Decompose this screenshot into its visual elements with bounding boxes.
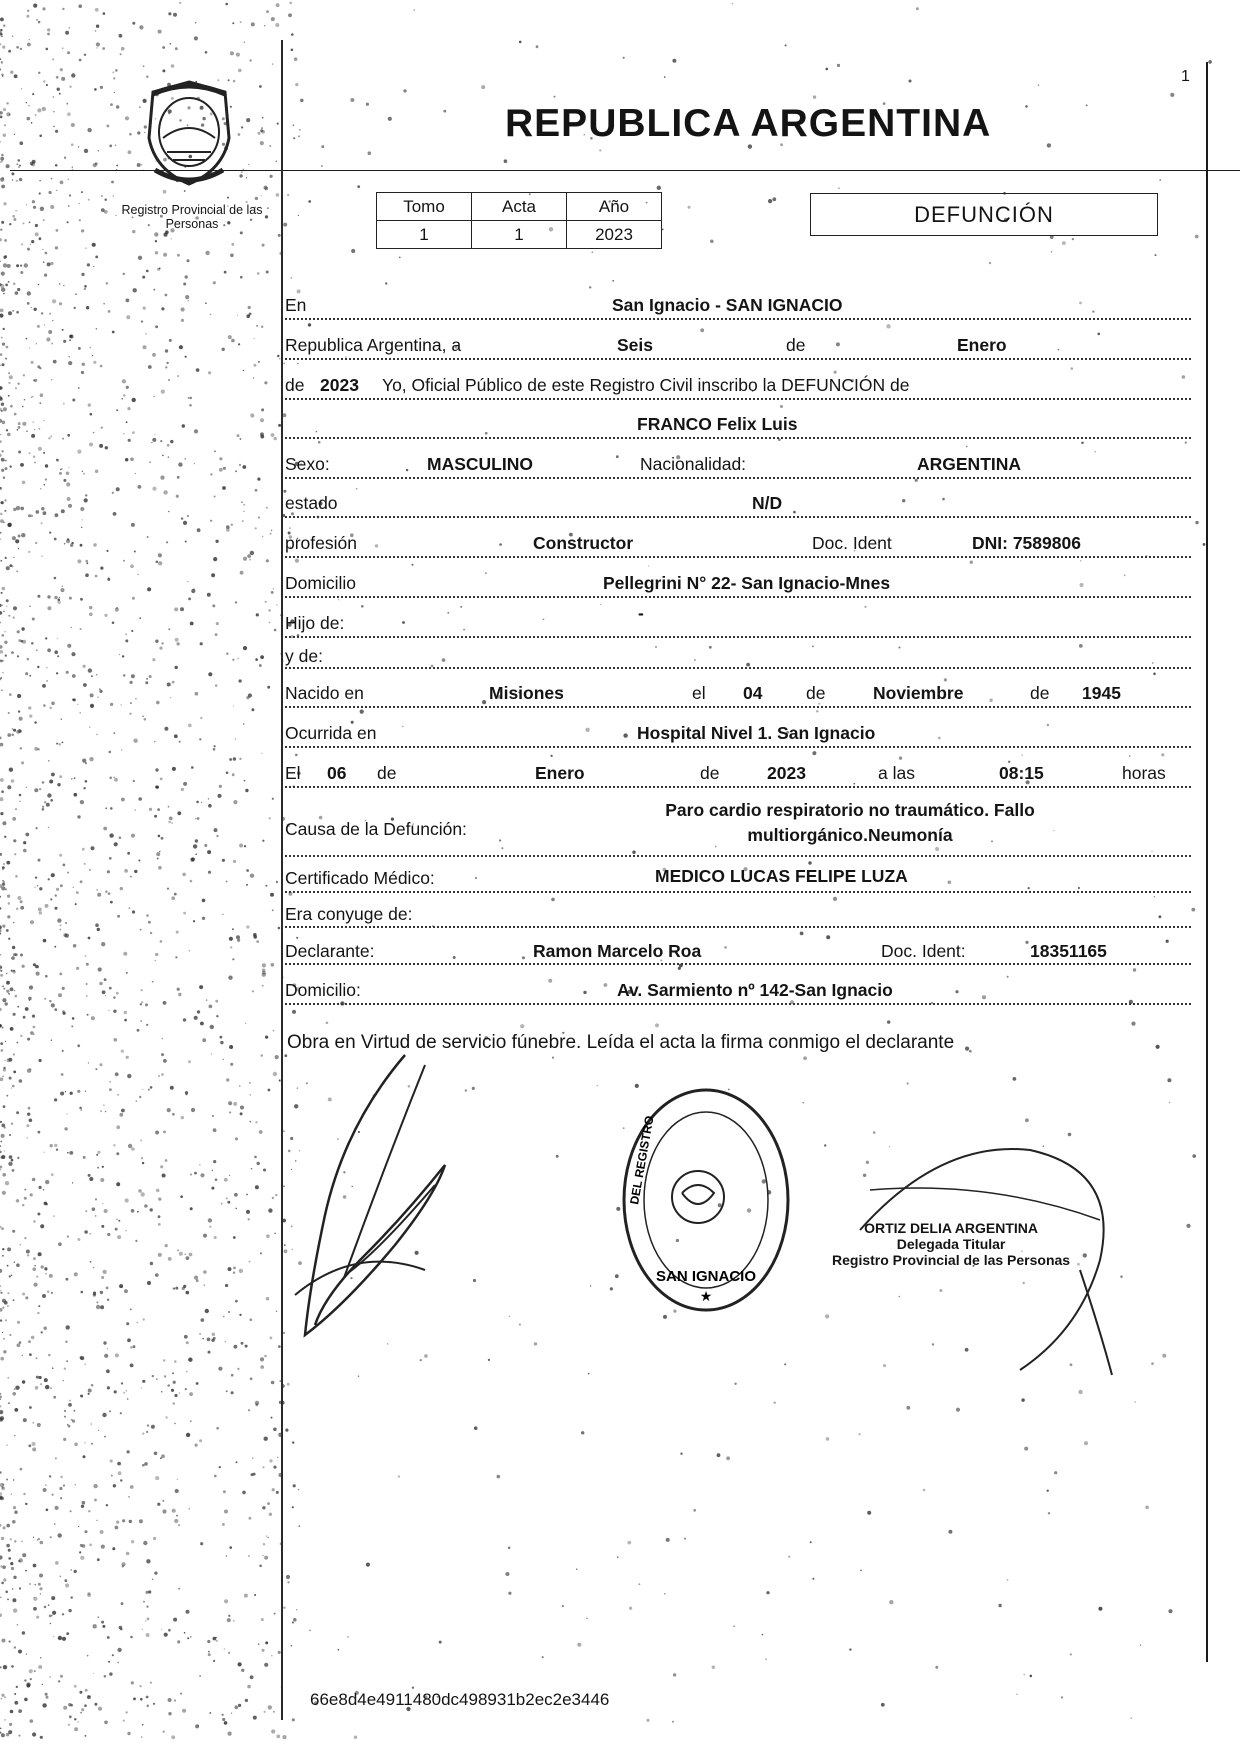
declarante-label: Declarante:: [285, 941, 375, 961]
ano-value: 2023: [567, 221, 662, 249]
row-line: [285, 358, 1191, 360]
doc-ident-value: DNI: 7589806: [972, 533, 1081, 553]
birthplace-value: Misiones: [489, 683, 564, 703]
certificado-label: Certificado Médico:: [285, 868, 435, 888]
right-margin-rule: [1206, 62, 1208, 1662]
causa-label: Causa de la Defunción:: [285, 819, 467, 839]
death-day-value: 06: [327, 763, 347, 783]
de-label: de: [806, 683, 826, 703]
row-line: [285, 556, 1191, 558]
ocurrida-en-label: Ocurrida en: [285, 723, 377, 743]
province-seal-icon: [143, 78, 235, 190]
record-type-box: DEFUNCIÓN: [810, 193, 1158, 236]
declarant-signature: [285, 1045, 460, 1345]
officer-name: ORTIZ DELIA ARGENTINA: [864, 1220, 1039, 1236]
en-label: En: [285, 295, 307, 315]
estado-label: estado: [285, 493, 338, 513]
row-line: [285, 891, 1191, 893]
cause-line-1: Paro cardio respiratorio no traumático. Fallo: [665, 800, 1035, 820]
day-words-value: Seis: [617, 335, 653, 355]
month-value: Enero: [957, 335, 1007, 355]
domicilio-label: Domicilio: [285, 573, 356, 593]
domicilio2-value: Av. Sarmiento nº 142-San Ignacio: [617, 980, 893, 1000]
deceased-name: FRANCO Felix Luis: [637, 414, 798, 434]
estado-value: N/D: [752, 493, 783, 513]
hijo-de-label: Hijo de:: [285, 613, 345, 633]
officer-title: Delegada Titular: [896, 1236, 1006, 1252]
row-line: [285, 706, 1191, 708]
left-margin-rule: [281, 40, 283, 1720]
nacionalidad-label: Nacionalidad:: [640, 454, 747, 474]
place-value: San Ignacio - SAN IGNACIO: [612, 295, 843, 315]
row-line: [285, 963, 1191, 965]
row-line: [285, 437, 1191, 439]
doc-ident-label: Doc. Ident: [812, 533, 892, 553]
de-label: de: [786, 335, 806, 355]
row-line: [285, 596, 1191, 598]
record-table-header-row: [377, 193, 662, 221]
domicilio2-label: Domicilio:: [285, 980, 361, 1000]
official-stamp: [620, 1085, 792, 1315]
row-line: [285, 516, 1191, 518]
birth-year-value: 1945: [1082, 683, 1121, 703]
nacionalidad-value: ARGENTINA: [917, 454, 1022, 474]
registry-label: Registro Provincial de las Personas: [121, 203, 263, 231]
profesion-value: Constructor: [533, 533, 634, 553]
hijo-de-value: -: [638, 603, 644, 623]
horas-label: horas: [1122, 763, 1166, 783]
a-las-label: a las: [878, 763, 915, 783]
row-line: [285, 636, 1191, 638]
svg-text:★: ★: [699, 1288, 713, 1304]
death-time-value: 08:15: [999, 763, 1044, 783]
page-number: 1: [1181, 68, 1190, 85]
row-line: [285, 746, 1191, 748]
cause-line-2: multiorgánico.Neumonía: [747, 825, 953, 845]
declarante-value: Ramon Marcelo Roa: [533, 941, 702, 961]
year-value: 2023: [320, 375, 359, 395]
officer-office: Registro Provincial de las Personas: [832, 1252, 1071, 1268]
el-label: El: [285, 763, 301, 783]
table-header-acta: Acta: [472, 193, 567, 221]
row-line: [285, 477, 1191, 479]
row-line: [285, 1003, 1191, 1005]
svg-text:DEL REGISTRO: DEL REGISTRO: [627, 1114, 657, 1206]
acta-value: 1: [472, 221, 567, 249]
row-line: [285, 786, 1191, 788]
page-title: REPUBLICA ARGENTINA: [505, 102, 992, 145]
table-header-ano: Año: [567, 193, 662, 221]
document-hash: 66e8d4e4911480dc498931b2ec2e3446: [310, 1690, 610, 1709]
record-table: [376, 192, 662, 249]
nacido-en-label: Nacido en: [285, 683, 364, 703]
certificado-value: MEDICO LUCAS FELIPE LUZA: [655, 866, 908, 886]
sexo-value: MASCULINO: [427, 454, 533, 474]
sexo-label: Sexo:: [285, 454, 330, 474]
officer-block: [832, 1220, 1070, 1268]
domicilio-value: Pellegrini N° 22- San Ignacio-Mnes: [603, 573, 891, 593]
declaration-text: Yo, Oficial Público de este Registro Civil inscribo la DEFUNCIÓN de: [382, 375, 910, 395]
y-de-label: y de:: [285, 646, 323, 666]
profesion-label: profesión: [285, 533, 357, 553]
svg-text:SAN IGNACIO: SAN IGNACIO: [655, 1268, 757, 1285]
row-line: [285, 667, 1191, 669]
declarante-doc-label: Doc. Ident:: [881, 941, 966, 961]
row-line: [285, 926, 1191, 928]
closing-text: Obra en Virtud de servicio fúnebre. Leída el acta la firma conmigo el declarante: [287, 1032, 955, 1053]
de-label: de: [377, 763, 397, 783]
republica-label: Republica Argentina, a: [285, 335, 462, 355]
row-line: [285, 318, 1191, 320]
declarante-doc-value: 18351165: [1030, 941, 1107, 961]
tomo-value: 1: [377, 221, 472, 249]
conyuge-label: Era conyuge de:: [285, 904, 413, 924]
table-header-tomo: Tomo: [377, 193, 472, 221]
el-label: el: [692, 683, 706, 703]
de-label: de: [700, 763, 720, 783]
row-line: [285, 398, 1191, 400]
death-month-value: Enero: [535, 763, 585, 783]
row-line: [285, 855, 1191, 857]
death-year-value: 2023: [767, 763, 806, 783]
birth-day-value: 04: [743, 683, 763, 703]
record-table-value-row: [377, 221, 662, 249]
de-label: de: [285, 375, 305, 395]
death-place-value: Hospital Nivel 1. San Ignacio: [637, 723, 876, 743]
de-label: de: [1030, 683, 1050, 703]
birth-month-value: Noviembre: [873, 683, 964, 703]
